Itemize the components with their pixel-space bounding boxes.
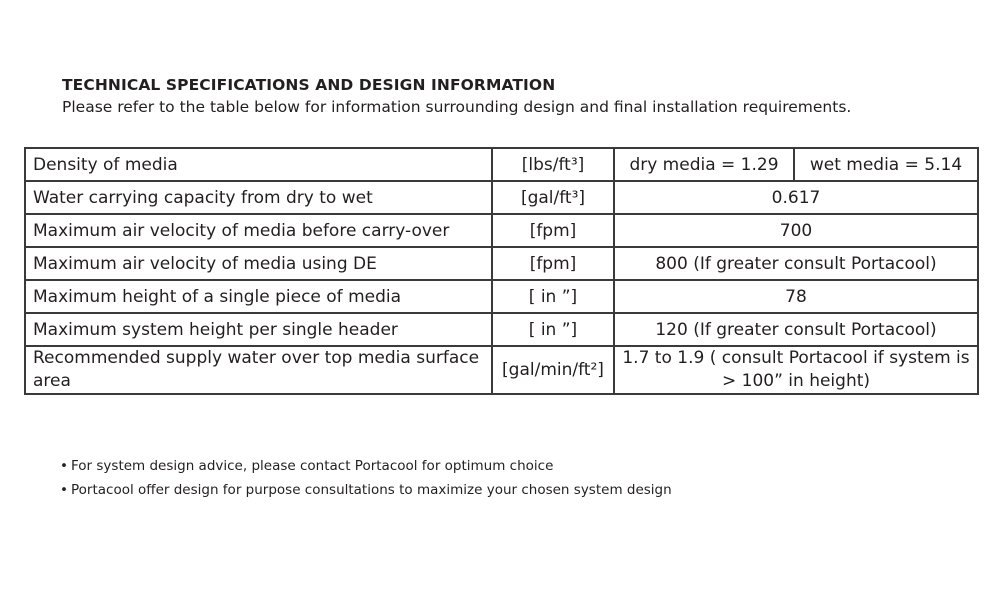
unit-cell: [gal/ft³]: [492, 181, 614, 214]
param-cell: Recommended supply water over top media surface area: [25, 346, 492, 394]
value-cell: 0.617: [614, 181, 978, 214]
unit-cell: [gal/min/ft²]: [492, 346, 614, 394]
value-cell: 78: [614, 280, 978, 313]
table-row: [25, 214, 978, 247]
table-row: [25, 181, 978, 214]
table-row: [25, 148, 978, 181]
list-item: [60, 478, 672, 502]
unit-cell: [ in ”]: [492, 313, 614, 346]
page-title: TECHNICAL SPECIFICATIONS AND DESIGN INFORMATION: [62, 76, 556, 94]
table-row: [25, 313, 978, 346]
unit-cell: [fpm]: [492, 247, 614, 280]
table-row: [25, 247, 978, 280]
list-item: [60, 454, 672, 478]
value-cell: 120 (If greater consult Portacool): [614, 313, 978, 346]
table-row: [25, 280, 978, 313]
spec-table: [24, 147, 979, 395]
value-cell: 800 (If greater consult Portacool): [614, 247, 978, 280]
value-cell: 700: [614, 214, 978, 247]
bullet-icon: •: [60, 458, 68, 474]
param-cell: Maximum air velocity of media using DE: [25, 247, 492, 280]
intro-text: Please refer to the table below for information surrounding design and final installation requirements.: [62, 98, 852, 116]
note-text: For system design advice, please contact Portacool for optimum choice: [71, 458, 554, 474]
param-cell: Maximum height of a single piece of media: [25, 280, 492, 313]
unit-cell: [lbs/ft³]: [492, 148, 614, 181]
value-cell-wet: wet media = 5.14: [794, 148, 978, 181]
param-cell: Density of media: [25, 148, 492, 181]
notes-list: [60, 454, 672, 502]
value-cell: 1.7 to 1.9 ( consult Portacool if system is > 100” in height): [614, 346, 978, 394]
value-cell-dry: dry media = 1.29: [614, 148, 794, 181]
note-text: Portacool offer design for purpose consultations to maximize your chosen system design: [71, 482, 672, 498]
param-cell: Water carrying capacity from dry to wet: [25, 181, 492, 214]
param-cell: Maximum system height per single header: [25, 313, 492, 346]
unit-cell: [fpm]: [492, 214, 614, 247]
unit-cell: [ in ”]: [492, 280, 614, 313]
param-cell: Maximum air velocity of media before carry-over: [25, 214, 492, 247]
table-row: [25, 346, 978, 394]
bullet-icon: •: [60, 482, 68, 498]
